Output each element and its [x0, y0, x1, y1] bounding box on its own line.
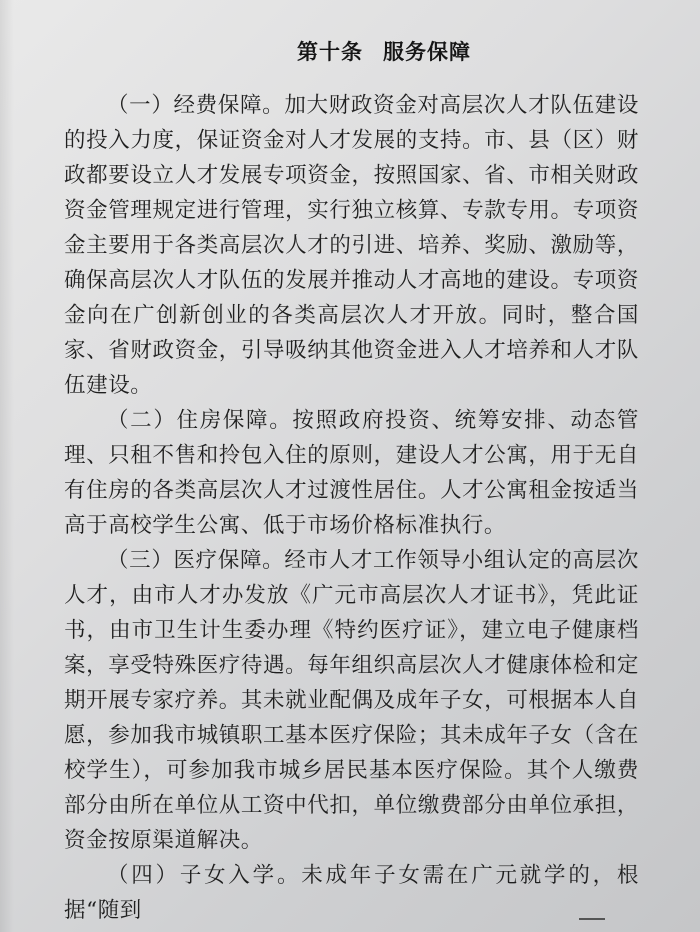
paragraph-funding: （一）经费保障。加大财政资金对高层次人才队伍建设的投入力度，保证资金对人才发展的支持。市、县（区）财政都要设立人才发展专项资金，按照国家、省、市相关财政资金管理规定进行管理，实行独立核算、专款专用。专项资金主要用于各类高层次人才的引进、培养、奖励、激励等，确保高层次人才队伍的发展并推动人才高地的建设。专项资金向在广创新创业的各类高层次人才开放。同时，整合国家、省财政资金，引导吸纳其他资金进入人才培养和人才队伍建设。 — [64, 93, 639, 398]
article-heading: 服务保障 — [383, 40, 471, 64]
paragraph-housing: （二）住房保障。按照政府投资、统筹安排、动态管理、只租不售和拎包入住的原则，建设人才公寓，用于无自有住房的各类高层次人才过渡性居住。人才公寓租金按适当高于高校学生公寓、低于市场价格标准执行。 — [64, 408, 639, 538]
article-title — [64, 36, 700, 66]
paragraph-education: （四）子女入学。未成年子女需在广元就学的，根据“随到 — [64, 863, 639, 923]
paragraph-medical: （三）医疗保障。经市人才工作领导小组认定的高层次人才，由市人才办发放《广元市高层次人才证书》，凭此证书，由市卫生计生委办理《特约医疗证》，建立电子健康档案，享受特殊医疗待遇。每年组织高层次人才健康体检和定期开展专家疗养。其未就业配偶及成年子女，可根据本人自愿，参加我市城镇职工基本医疗保险；其未成年子女（含在校学生），可参加我市城乡居民基本医疗保险。其个人缴费部分由所在单位从工资中代扣，单位缴费部分由单位承担，资金按原渠道解决。 — [64, 548, 639, 853]
article-number: 第十条 — [297, 40, 363, 64]
page-dash-mark — [579, 918, 605, 920]
